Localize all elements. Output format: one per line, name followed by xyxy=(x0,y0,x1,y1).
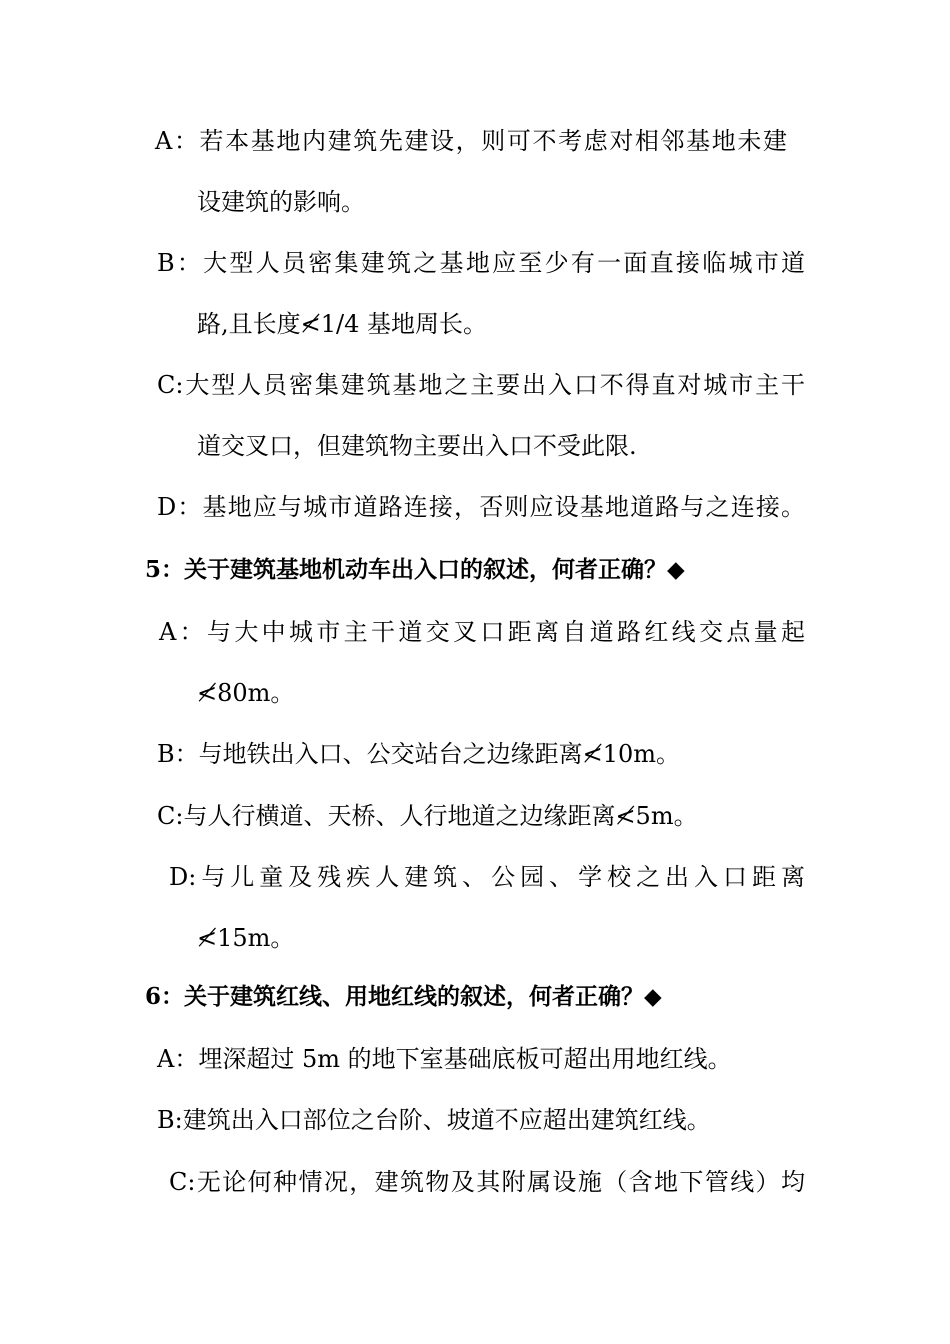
option-5d-line-1: D:与儿童及残疾人建筑、公园、学校之出入口距离 xyxy=(169,863,805,891)
question-6-title: 6：关于建筑红线、用地红线的叙述，何者正确？◆ xyxy=(145,983,662,1010)
option-5c-line: C:与人行横道、天桥、人行地道之边缘距离≮5m。 xyxy=(157,802,698,830)
option-5b-line: B：与地铁出入口、公交站台之边缘距离≮10m。 xyxy=(157,740,681,768)
option-6a-line: A：埋深超过 5m 的地下室基础底板可超出用地红线。 xyxy=(157,1045,732,1073)
option-4c-line-2: 道交叉口，但建筑物主要出入口不受此限. xyxy=(197,432,637,460)
option-4b-line-2: 路,且长度≮1/4 基地周长。 xyxy=(197,310,487,338)
question-5-title: 5：关于建筑基地机动车出入口的叙述，何者正确？◆ xyxy=(145,556,685,583)
option-4a-line-2: 设建筑的影响。 xyxy=(197,188,365,216)
option-4a-line-1: A：若本基地内建筑先建设，则可不考虑对相邻基地未建 xyxy=(155,127,787,155)
option-4c-line-1: C:大型人员密集建筑基地之主要出入口不得直对城市主干 xyxy=(157,371,805,399)
option-6b-line: B:建筑出入口部位之台阶、坡道不应超出建筑红线。 xyxy=(157,1106,711,1134)
option-5a-line-1: A：与大中城市主干道交叉口距离自道路红线交点量起 xyxy=(159,618,805,646)
option-5d-line-2: ≮15m。 xyxy=(197,924,295,952)
option-4b-line-1: B：大型人员密集建筑之基地应至少有一面直接临城市道 xyxy=(157,249,805,277)
option-5a-line-2: ≮80m。 xyxy=(197,679,295,707)
option-6c-line-1: C:无论何种情况，建筑物及其附属设施（含地下管线）均 xyxy=(169,1168,805,1196)
option-4d-line: D：基地应与城市道路连接，否则应设基地道路与之连接。 xyxy=(157,493,805,521)
